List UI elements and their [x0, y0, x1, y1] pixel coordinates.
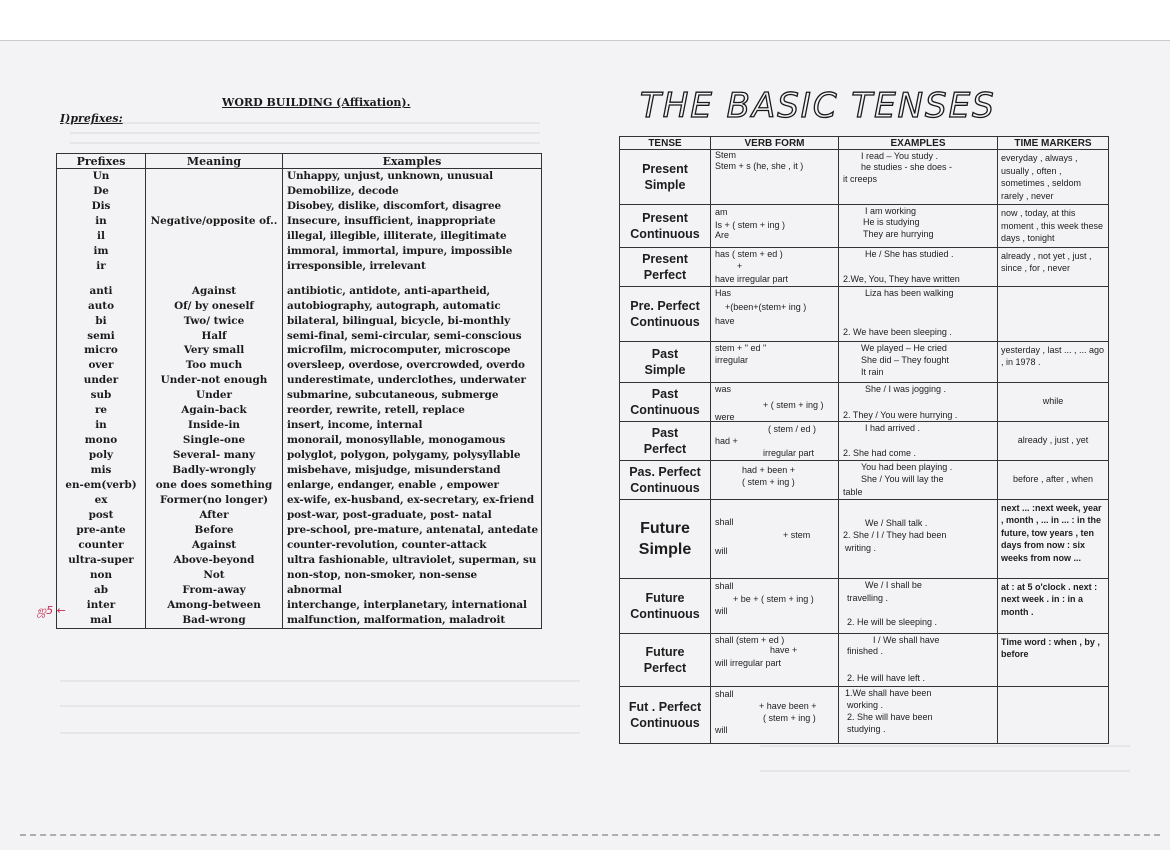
prefix-row-meaning: From-away [146, 583, 283, 598]
verb-form-line: will [715, 605, 728, 616]
prefix-row-prefix: mono [57, 433, 146, 448]
bleed-through-line [760, 770, 1130, 772]
prefix-row-meaning: one does something [146, 478, 283, 493]
header-verb-form: VERB FORM [711, 137, 839, 150]
prefix-row-meaning: Not [146, 568, 283, 583]
prefix-row [57, 343, 542, 358]
prefix-row-prefix: inter [57, 598, 146, 613]
verb-form-line: Is + ( stem + ing ) [715, 220, 786, 230]
example-line: working . [847, 699, 884, 710]
prefix-row-prefix: im [57, 244, 146, 259]
time-markers: yesterday , last ... , ... ago , in 1978 . [998, 341, 1109, 382]
prefix-row-prefix: Dis [57, 199, 146, 214]
example-line: 2. He will have left . [847, 672, 926, 683]
prefix-row-examples: abnormal [283, 583, 542, 598]
example-line: 2. She will have been [847, 711, 933, 722]
prefix-row [57, 553, 542, 568]
tense-name-line: Past [651, 386, 679, 401]
tense-name-line: Past [651, 425, 679, 440]
verb-form-line: ( stem / ed ) [768, 423, 817, 434]
prefix-row-meaning: Badly-wrongly [146, 463, 283, 478]
prefix-row-prefix: sub [57, 388, 146, 403]
example-line: She / You will lay the [861, 473, 944, 484]
verb-form [711, 421, 839, 460]
examples [839, 460, 998, 499]
prefix-row-prefix: non [57, 568, 146, 583]
examples [839, 150, 998, 205]
prefix-row [57, 613, 542, 628]
examples [839, 205, 998, 248]
verb-form-line: have [715, 315, 735, 326]
prefix-row-examples: illegal, illegible, illiterate, illegitimate [283, 229, 542, 244]
header-time-markers: TIME MARKERS [998, 137, 1109, 150]
time-markers: before , after , when [998, 460, 1109, 499]
verb-form [711, 150, 839, 205]
prefix-row-prefix: en-em(verb) [57, 478, 146, 493]
prefix-row-prefix: semi [57, 329, 146, 344]
prefix-row-prefix: under [57, 373, 146, 388]
tense-row [620, 578, 1109, 633]
bottom-dashed-line [20, 834, 1160, 838]
tense-row [620, 460, 1109, 499]
prefix-row-examples: microfilm, microcomputer, microscope [283, 343, 542, 358]
prefix-row-meaning: Very small [146, 343, 283, 358]
tense-row [620, 382, 1109, 421]
prefix-row-examples: Unhappy, unjust, unknown, unusual [283, 169, 542, 184]
verb-form-line: shall (stem + ed ) [715, 634, 785, 645]
prefix-row-meaning: Bad-wrong [146, 613, 283, 628]
prefix-row-prefix: ir [57, 259, 146, 274]
tense-row [620, 633, 1109, 686]
verb-form-line: will [715, 545, 728, 556]
prefix-row-prefix: bi [57, 314, 146, 329]
tense-name [620, 460, 711, 499]
tense-name-line: Perfect [643, 660, 687, 675]
prefix-table-body [57, 169, 542, 629]
time-markers: at : at 5 o'clock . next : next week . in : in a month . [998, 578, 1109, 633]
tense-name-line: Pas. Perfect [629, 464, 701, 479]
verb-form-line: ( stem + ing ) [763, 712, 816, 723]
prefix-row [57, 583, 542, 598]
example-line: 2. We have been sleeping . [843, 326, 952, 337]
bleed-through-line [70, 132, 540, 134]
prefix-row-meaning: Again-back [146, 403, 283, 418]
tense-name [620, 633, 711, 686]
header-examples: Examples [283, 154, 542, 169]
verb-form [711, 205, 839, 248]
time-markers: next ... :next week, year , month , ... in ... : in the future, tow years , ten days from now : six weeks from now ... [998, 499, 1109, 578]
verb-form-line: Stem [715, 150, 737, 160]
tense-name [620, 499, 711, 578]
example-line: He / She has studied . [865, 248, 954, 259]
prefix-row-examples: irresponsible, irrelevant [283, 259, 542, 274]
tense-name-line: Present [642, 210, 688, 225]
prefix-row-prefix: post [57, 508, 146, 523]
prefix-row-prefix: ultra-super [57, 553, 146, 568]
row-gap [57, 274, 542, 284]
prefix-row-examples: antibiotic, antidote, anti-apartheid, [283, 284, 542, 299]
prefix-row [57, 523, 542, 538]
example-line: 2.We, You, They have written [843, 273, 960, 284]
prefix-row-examples: insert, income, internal [283, 418, 542, 433]
prefix-row-prefix: counter [57, 538, 146, 553]
example-line: You had been playing . [861, 461, 953, 472]
prefix-row-examples: Insecure, insufficient, inappropriate [283, 214, 542, 229]
prefix-row-meaning: Under-not enough [146, 373, 283, 388]
prefix-row-meaning: After [146, 508, 283, 523]
verb-form-line: shall [715, 688, 734, 699]
prefix-row-examples: immoral, immortal, impure, impossible [283, 244, 542, 259]
example-line: She / I was jogging . [865, 383, 947, 394]
prefix-row [57, 184, 542, 199]
example-line: 2. She / I / They had been [843, 529, 947, 540]
bleed-through-line [760, 745, 1130, 747]
margin-handwriting: ஜ5 ← [37, 604, 66, 617]
prefix-row-meaning [146, 169, 283, 184]
example-line: 1.We shall have been [845, 687, 932, 698]
prefix-row [57, 244, 542, 259]
prefix-row [57, 259, 542, 274]
tenses-table [619, 136, 1109, 744]
prefix-row [57, 538, 542, 553]
prefix-row-prefix: mal [57, 613, 146, 628]
prefix-row [57, 448, 542, 463]
tense-name-line: Simple [638, 540, 692, 558]
time-markers: already , not yet , just , since , for , never [998, 247, 1109, 286]
examples [839, 633, 998, 686]
verb-form-line: Stem + s (he, she , it ) [715, 161, 804, 171]
verb-form-line: will [715, 724, 728, 735]
example-line: he studies - she does - [861, 162, 953, 172]
verb-form [711, 382, 839, 421]
prefix-row-examples: misbehave, misjudge, misunderstand [283, 463, 542, 478]
prefix-row-meaning: Against [146, 538, 283, 553]
verb-form-line: + have been + [759, 700, 817, 711]
prefix-row-meaning: Before [146, 523, 283, 538]
tense-name-line: Present [642, 251, 688, 266]
prefix-row-prefix: in [57, 418, 146, 433]
example-line: They are hurrying [863, 229, 934, 239]
example-line: She did – They fought [861, 354, 949, 365]
prefix-row-meaning [146, 184, 283, 199]
verb-form [711, 247, 839, 286]
prefix-row-examples: pre-school, pre-mature, antenatal, antedate [283, 523, 542, 538]
prefix-row [57, 463, 542, 478]
verb-form-line: Has [715, 287, 732, 298]
bleed-through-line [60, 732, 580, 734]
prefix-row-examples: underestimate, underclothes, underwater [283, 373, 542, 388]
tense-name [620, 286, 711, 341]
prefix-row-examples: monorail, monosyllable, monogamous [283, 433, 542, 448]
tense-name-line: Past [651, 346, 679, 361]
tense-name [620, 205, 711, 248]
verb-form-line: + ( stem + ing ) [763, 399, 824, 410]
prefix-row-examples: polyglot, polygon, polygamy, polysyllable [283, 448, 542, 463]
verb-form-line: +(been+(stem+ ing ) [725, 301, 807, 312]
prefix-row-meaning: Several- many [146, 448, 283, 463]
time-markers: Time word : when , by , before [998, 633, 1109, 686]
example-line: 2. She had come . [843, 447, 917, 458]
prefix-row [57, 284, 542, 299]
verb-form-line: ( stem + ing ) [742, 476, 795, 487]
tense-row [620, 150, 1109, 205]
tense-name-line: Pre. Perfect [630, 298, 700, 313]
verb-form-line: have + [770, 644, 798, 655]
tense-row [620, 286, 1109, 341]
prefix-row-meaning: Above-beyond [146, 553, 283, 568]
examples [839, 247, 998, 286]
prefix-row [57, 388, 542, 403]
tense-name-line: Future [640, 519, 690, 537]
example-line: I read – You study . [861, 151, 939, 161]
tense-name [620, 686, 711, 743]
bleed-through-line [70, 122, 540, 124]
prefix-row [57, 199, 542, 214]
header-meaning: Meaning [146, 154, 283, 169]
examples [839, 499, 998, 578]
verb-form-line: + [737, 260, 743, 271]
header-tense: TENSE [620, 137, 711, 150]
example-line: He is studying [863, 217, 920, 227]
header-examples: EXAMPLES [839, 137, 998, 150]
prefix-row-examples: ex-wife, ex-husband, ex-secretary, ex-friend [283, 493, 542, 508]
prefix-row [57, 418, 542, 433]
prefix-row-meaning: Half [146, 329, 283, 344]
prefix-row-prefix: il [57, 229, 146, 244]
verb-form-line: + be + ( stem + ing ) [733, 593, 814, 604]
prefix-row-prefix: re [57, 403, 146, 418]
verb-form-line: has ( stem + ed ) [715, 248, 783, 259]
verb-form [711, 341, 839, 382]
verb-form [711, 286, 839, 341]
prefix-row-examples: counter-revolution, counter-attack [283, 538, 542, 553]
prefix-row-meaning: Single-one [146, 433, 283, 448]
prefix-row-prefix: in [57, 214, 146, 229]
verb-form-line: will irregular part [715, 657, 782, 668]
tense-name-line: Future [645, 644, 685, 659]
example-line: I am working [865, 206, 917, 216]
prefix-row-meaning: Too much [146, 358, 283, 373]
word-building-title: WORD BUILDING (Affixation). [222, 96, 411, 109]
tense-name-line: Continuous [630, 402, 700, 417]
tense-name-line: Fut . Perfect [628, 699, 702, 714]
verb-form-line: shall [715, 580, 734, 591]
verb-form-line: were [715, 411, 735, 421]
prefix-row-meaning: Among-between [146, 598, 283, 613]
prefix-row-prefix: ab [57, 583, 146, 598]
prefix-row-examples: post-war, post-graduate, post- natal [283, 508, 542, 523]
tense-name [620, 247, 711, 286]
example-line: travelling . [847, 592, 889, 603]
prefix-row-meaning: Two/ twice [146, 314, 283, 329]
bleed-through-line [60, 680, 580, 682]
prefix-row-meaning [146, 244, 283, 259]
example-line: I / We shall have [873, 634, 940, 645]
tense-name-line: Continuous [630, 314, 700, 329]
examples [839, 341, 998, 382]
prefix-row-examples: oversleep, overdose, overcrowded, overdo [283, 358, 542, 373]
verb-form-line: shall [715, 516, 734, 527]
example-line: It rain [861, 366, 884, 377]
example-line: We played – He cried [861, 342, 947, 353]
tense-name [620, 341, 711, 382]
prefix-row-meaning: Under [146, 388, 283, 403]
prefix-row-meaning: Negative/opposite of.. [146, 214, 283, 229]
tense-row [620, 686, 1109, 743]
prefix-row-meaning: Former(no longer) [146, 493, 283, 508]
time-markers: already , just , yet [998, 421, 1109, 460]
examples [839, 382, 998, 421]
time-markers: now , today, at this moment , this week these days , tonight [998, 205, 1109, 248]
example-line: 2. He will be sleeping . [847, 616, 938, 627]
time-markers [998, 686, 1109, 743]
tense-name-line: Present [642, 162, 688, 176]
prefix-row-prefix: pre-ante [57, 523, 146, 538]
example-line: writing . [845, 542, 877, 553]
prefix-row-prefix: Un [57, 169, 146, 184]
prefix-row-meaning [146, 199, 283, 214]
example-line: studying . [847, 723, 886, 734]
prefix-row-examples: reorder, rewrite, retell, replace [283, 403, 542, 418]
prefix-row-examples: enlarge, endanger, enable , empower [283, 478, 542, 493]
verb-form-line: was [715, 383, 732, 394]
tense-name [620, 421, 711, 460]
example-line: Liza has been walking [865, 287, 954, 298]
tense-row [620, 499, 1109, 578]
prefix-row-prefix: poly [57, 448, 146, 463]
example-line: table [843, 486, 863, 497]
examples [839, 421, 998, 460]
prefix-row-meaning: Against [146, 284, 283, 299]
prefix-row-prefix: De [57, 184, 146, 199]
verb-form-line: had + [715, 435, 738, 446]
verb-form-line: irregular [715, 354, 749, 365]
prefix-row-examples: autobiography, autograph, automatic [283, 299, 542, 314]
prefix-row-examples: submarine, subcutaneous, submerge [283, 388, 542, 403]
tense-name-line: Perfect [643, 267, 687, 282]
tenses-table-body [620, 150, 1109, 744]
example-line: I had arrived . [865, 422, 921, 433]
prefix-row-examples: malfunction, malformation, maladroit [283, 613, 542, 628]
prefix-row [57, 229, 542, 244]
example-line: We / I shall be [865, 579, 922, 590]
prefixes-subtitle: I)prefixes: [60, 112, 123, 125]
verb-form [711, 460, 839, 499]
tense-name-line: Simple [644, 362, 686, 377]
example-line: finished . [847, 645, 884, 656]
prefix-row [57, 433, 542, 448]
tenses-title: THE BASIC TENSES [640, 86, 996, 126]
prefix-row [57, 493, 542, 508]
examples [839, 286, 998, 341]
verb-form [711, 633, 839, 686]
verb-form [711, 686, 839, 743]
time-markers: while [998, 382, 1109, 421]
tense-row [620, 247, 1109, 286]
prefix-row-meaning: Of/ by oneself [146, 299, 283, 314]
prefix-row [57, 299, 542, 314]
prefix-row-prefix: mis [57, 463, 146, 478]
tense-name-line: Future [645, 590, 685, 605]
verb-form-line: stem + " ed " [715, 342, 767, 353]
bleed-through-line [60, 705, 580, 707]
tense-name [620, 382, 711, 421]
tense-row [620, 341, 1109, 382]
example-line: We / Shall talk . [865, 517, 928, 528]
example-line: it creeps [843, 174, 878, 184]
verb-form-line: irregular part [763, 447, 815, 458]
prefix-row-prefix: ex [57, 493, 146, 508]
prefix-row [57, 329, 542, 344]
tense-name-line: Simple [644, 178, 686, 192]
verb-form-line: have irregular part [715, 273, 789, 284]
prefix-row-examples: Disobey, dislike, discomfort, disagree [283, 199, 542, 214]
tense-name-line: Continuous [630, 226, 700, 241]
prefix-row-examples: interchange, interplanetary, international [283, 598, 542, 613]
prefix-row-meaning [146, 229, 283, 244]
prefix-row [57, 358, 542, 373]
prefix-row-prefix: anti [57, 284, 146, 299]
verb-form-line: + stem [783, 529, 811, 540]
verb-form [711, 499, 839, 578]
prefix-table [56, 153, 542, 629]
page-top-edge [0, 40, 1170, 41]
prefix-row [57, 314, 542, 329]
tense-name [620, 578, 711, 633]
verb-form-line: Are [715, 230, 730, 240]
prefix-row-examples: bilateral, bilingual, bicycle, bi-monthly [283, 314, 542, 329]
verb-form-line: am [715, 207, 728, 217]
prefix-row [57, 568, 542, 583]
examples [839, 578, 998, 633]
prefix-row-examples: non-stop, non-smoker, non-sense [283, 568, 542, 583]
verb-form [711, 578, 839, 633]
tenses-table-header [620, 137, 1109, 150]
prefix-row [57, 169, 542, 184]
examples [839, 686, 998, 743]
tense-row [620, 205, 1109, 248]
verb-form-line: had + been + [742, 464, 796, 475]
prefix-row-examples: semi-final, semi-circular, semi-conscious [283, 329, 542, 344]
tense-name-line: Continuous [630, 606, 700, 621]
header-prefixes: Prefixes [57, 154, 146, 169]
prefix-row-examples: Demobilize, decode [283, 184, 542, 199]
example-line: 2. They / You were hurrying . [843, 409, 958, 420]
prefix-row-meaning: Inside-in [146, 418, 283, 433]
prefix-row [57, 403, 542, 418]
tense-name [620, 150, 711, 205]
tense-name-line: Perfect [643, 441, 687, 456]
prefix-row [57, 478, 542, 493]
time-markers [998, 286, 1109, 341]
prefix-row [57, 508, 542, 523]
prefix-table-header [57, 154, 542, 169]
prefix-row-prefix: over [57, 358, 146, 373]
prefix-row [57, 598, 542, 613]
tense-row [620, 421, 1109, 460]
tense-name-line: Continuous [630, 715, 700, 730]
prefix-row-prefix: micro [57, 343, 146, 358]
prefix-row-meaning [146, 259, 283, 274]
prefix-row [57, 214, 542, 229]
prefix-row-examples: ultra fashionable, ultraviolet, superman, su [283, 553, 542, 568]
tense-name-line: Continuous [630, 480, 700, 495]
prefix-row-prefix: auto [57, 299, 146, 314]
time-markers: everyday , always , usually , often , sometimes , seldom rarely , never [998, 150, 1109, 205]
bleed-through-line [70, 142, 540, 144]
prefix-row [57, 373, 542, 388]
